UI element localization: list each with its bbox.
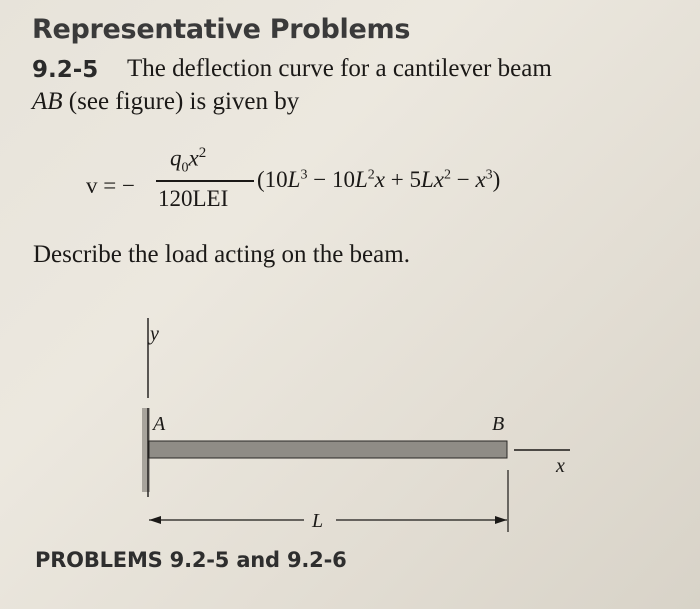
equation-denominator: 120LEI [158, 186, 229, 211]
support-label-A: A [153, 413, 166, 435]
free-end-label-B: B [492, 413, 505, 435]
equation-term-2-x: x [374, 167, 385, 192]
equation-term-4-exp: 3 [485, 167, 493, 183]
equation-term-1-var: L [287, 167, 301, 192]
equation-op-2: + 5 [384, 167, 421, 192]
length-label-L: L [312, 510, 324, 532]
section-title: Representative Problems [32, 14, 411, 45]
equation-q: q [170, 145, 182, 171]
equation-open: (10 [257, 167, 288, 192]
problem-statement-line-1: The deflection curve for a cantilever beam [127, 55, 552, 82]
dimension-arrow-right [495, 516, 507, 524]
equation-term-2-exp: 2 [367, 167, 375, 183]
dimension-arrow-left [149, 516, 161, 524]
equation-lhs: v = − [86, 173, 135, 198]
beam [149, 441, 507, 458]
equation-x: x [188, 145, 199, 171]
y-axis-label: y [150, 323, 159, 345]
problem-number: 9.2-5 [32, 57, 99, 83]
equation-term-3-var: Lx [420, 167, 444, 192]
equation-q-subscript: 0 [181, 160, 189, 176]
equation-x-exponent: 2 [198, 145, 207, 161]
equation-op-3: − [450, 167, 476, 192]
equation-term-1-exp: 3 [300, 167, 308, 183]
figure-caption: PROBLEMS 9.2-5 and 9.2-6 [35, 548, 347, 572]
problem-statement-rest: (see figure) is given by [62, 88, 300, 115]
beam-name: AB [32, 88, 63, 115]
equation-term-4-var: x [475, 167, 486, 192]
problem-question: Describe the load acting on the beam. [33, 241, 410, 268]
equation-term-3-exp: 2 [443, 167, 451, 183]
equation-term-2-var: L [354, 167, 368, 192]
equation-op-1: − 10 [307, 167, 355, 192]
x-axis-label: x [556, 455, 565, 477]
equation-close: ) [492, 167, 501, 192]
